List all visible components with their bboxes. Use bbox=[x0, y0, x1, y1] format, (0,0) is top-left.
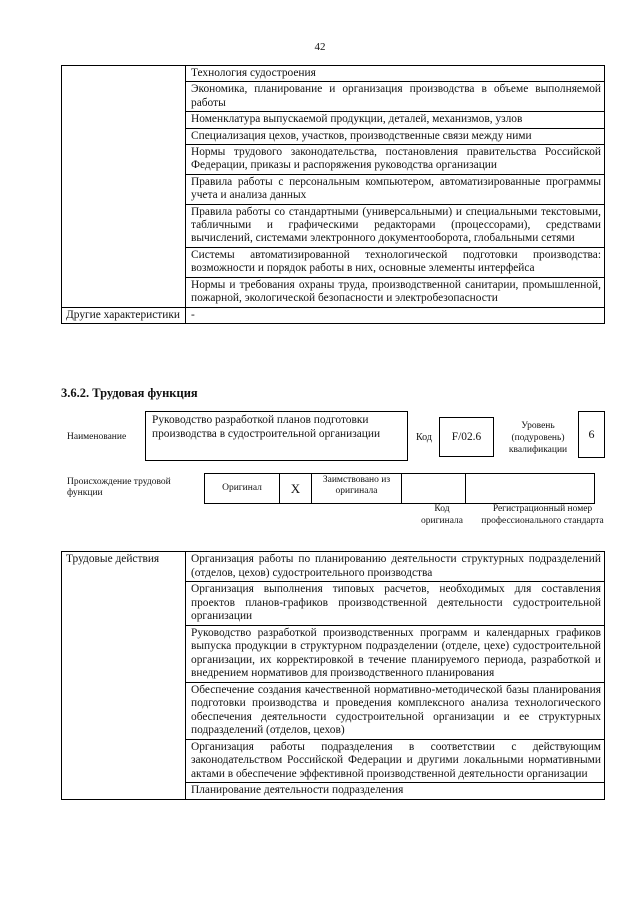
knowledge-item: Правила работы со стандартными (универсальными) и специальными текстовыми, табличными и графическими редакторами (процессорами), средствами вычислений, системами электронного документооборота, глобальными сетями bbox=[186, 204, 605, 247]
knowledge-table bbox=[61, 65, 605, 324]
name-label: Наименование bbox=[67, 432, 127, 442]
knowledge-item: Правила работы с персональным компьютером, автоматизированные программы учета и анализа данных bbox=[186, 174, 605, 204]
original-code-label: Код оригинала bbox=[421, 504, 463, 526]
knowledge-item: Номенклатура выпускаемой продукции, деталей, механизмов, узлов bbox=[186, 112, 605, 128]
knowledge-item: Экономика, планирование и организация производства в объеме выполняемой работы bbox=[186, 82, 605, 112]
qualification-level-label: Уровень (подуровень) квалификации bbox=[508, 421, 568, 455]
original-label: Оригинал bbox=[205, 474, 280, 504]
function-name-box: Руководство разработкой планов подготовки производства в судостроительной организации bbox=[145, 411, 408, 461]
labor-actions-table bbox=[61, 551, 605, 800]
knowledge-item: Нормы трудового законодательства, постановления правительства Российской Федерации, приказы и распоряжения руководства организации bbox=[186, 145, 605, 175]
borrowed-label: Заимствовано из оригинала bbox=[312, 474, 402, 504]
labor-action-item: Руководство разработкой производственных программ и календарных графиков выпуска продукции в структурном подразделении (отделе, цехе) судостроительной организации, их корректировкой в течение планируемого периода, разработкой и внедрением нормативов для производственного планирования bbox=[186, 625, 605, 682]
registration-number-cell bbox=[466, 474, 595, 504]
labor-action-item: Организация работы по планированию деятельности структурных подразделений (отделов, цехов) судостроительного производства bbox=[186, 552, 605, 582]
registration-number-label: Регистрационный номер профессионального стандарта bbox=[481, 504, 604, 526]
origin-table bbox=[204, 473, 595, 504]
origin-label: Происхождение трудовой функции bbox=[67, 477, 171, 498]
labor-action-item: Обеспечение создания качественной нормативно-методической базы планирования подготовки производства и проведения комплексного анализа технологического обеспечения деятельности судостроительной организации и ее структурных подразделений (отделов, цехов) bbox=[186, 682, 605, 739]
labor-action-item: Организация выполнения типовых расчетов, необходимых для составления проектов планов-графиков производственной деятельности судостроительной организации bbox=[186, 582, 605, 626]
page-number: 42 bbox=[314, 41, 326, 53]
labor-action-item: Планирование деятельности подразделения bbox=[186, 783, 605, 800]
other-characteristics-value: - bbox=[186, 307, 605, 323]
other-characteristics-label: Другие характеристики bbox=[62, 307, 186, 323]
knowledge-item: Нормы и требования охраны труда, производственной санитарии, промышленной, пожарной, экологической безопасности и электробезопасности bbox=[186, 277, 605, 307]
qualification-level-box: 6 bbox=[578, 411, 605, 458]
knowledge-item: Специализация цехов, участков, производственные связи между ними bbox=[186, 128, 605, 144]
table-row bbox=[62, 66, 605, 82]
original-code-cell bbox=[402, 474, 466, 504]
knowledge-item: Системы автоматизированной технологической подготовки производства: возможности и порядок работы в них, основные элементы интерфейса bbox=[186, 247, 605, 277]
code-label: Код bbox=[416, 432, 432, 443]
labor-action-item: Организация работы подразделения в соответствии с действующим законодательством Российской Федерации и другими локальными нормативными актами в обеспечение эффективной производственной деятельности организации bbox=[186, 739, 605, 783]
function-code-box: F/02.6 bbox=[439, 417, 494, 457]
labor-actions-label: Трудовые действия bbox=[62, 552, 186, 800]
table-row bbox=[62, 552, 605, 582]
original-mark: X bbox=[280, 474, 312, 504]
table-row bbox=[62, 307, 605, 323]
knowledge-item: Технология судостроения bbox=[186, 66, 605, 82]
section-heading: 3.6.2. Трудовая функция bbox=[61, 386, 198, 400]
table-row bbox=[205, 474, 595, 504]
knowledge-label-cell bbox=[62, 66, 186, 308]
